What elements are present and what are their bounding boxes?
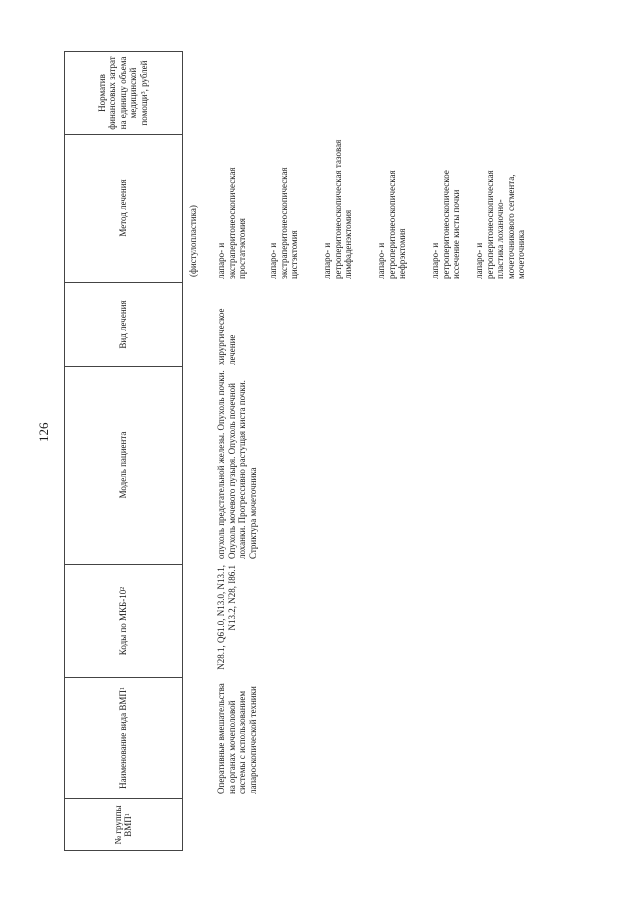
col-divider [64, 850, 182, 851]
header-name: Наименование вида ВМП$^1$ [117, 687, 128, 789]
method-item: лапаро- и экстраперитонеоскопическая цистэктомия [268, 167, 299, 279]
header-treatment: Вид лечения [117, 300, 128, 349]
rotated-table [64, 51, 624, 851]
cell-treatment: хирургическое лечение [216, 308, 237, 365]
table-top-border [64, 51, 65, 851]
method-item: лапаро- и ретроперитонеоскопическое иссечение кисты почки [430, 170, 461, 279]
header-codes: Коды по МКБ-$10^2$ [117, 586, 128, 656]
method-item: лапаро- и ретроперитонеоскопическая пластика лоханочно-мочеточникового сегмента, мочеточника [474, 170, 526, 279]
method-item: лапаро- и ретроперитонеоскопическая нефрэктомия [376, 170, 407, 279]
table-header-bottom-border [182, 51, 183, 851]
cell-codes: N28.1, Q61.0, N13.0, N13.1, N13.2, N28, I86.1 [216, 565, 237, 670]
col-divider [64, 677, 182, 678]
method-item: лапаро- и ретроперитонеоскопическая тазовая лимфаденэктомия [322, 139, 353, 279]
col-divider [64, 134, 182, 135]
col-divider [64, 564, 182, 565]
col-divider [64, 366, 182, 367]
header-cost: Норматив финансовых затрат на единицу объема медицинской помощи$^3$, рублей [96, 56, 149, 130]
method-item: лапаро- и экстраперитонеоскопическая простатэктомия [216, 167, 247, 279]
header-model: Модель пациента [117, 431, 128, 499]
cell-model: опухоль предстательной железы. Опухоль почки. Опухоль мочевого пузыря. Опухоль почечной лоханки. Прогрессивно растущая киста почки. Стриктура мочеточника [216, 370, 258, 559]
col-divider [64, 51, 182, 52]
header-num: № группы ВМП$^1$ [112, 805, 133, 845]
header-method: Метод лечения [117, 179, 128, 237]
carryover-text: (фистулопластика) [188, 205, 198, 277]
page-number: 126 [36, 422, 51, 442]
cell-name: Оперативные вмешательства на органах мочеполовой системы с использованием лапароскопической техники [216, 683, 258, 794]
col-divider [64, 798, 182, 799]
col-divider [64, 282, 182, 283]
